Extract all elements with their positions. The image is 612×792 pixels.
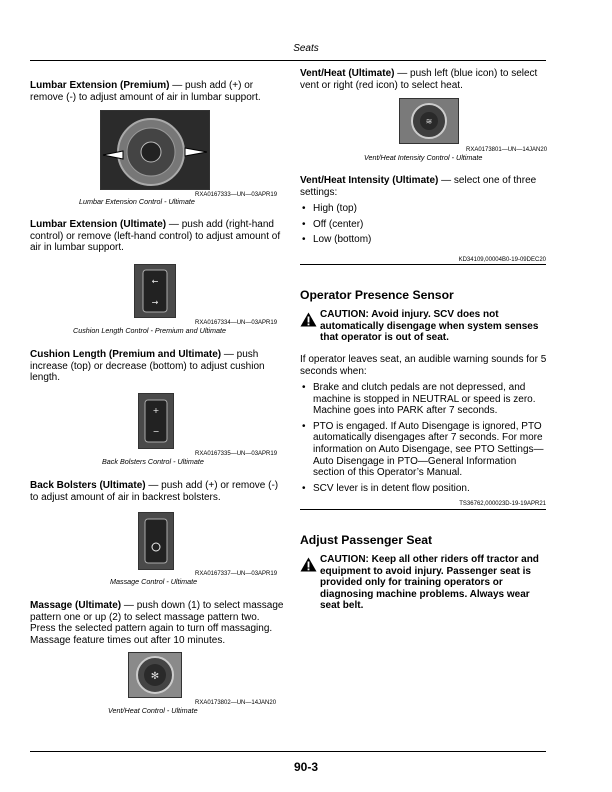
intensity-text: — select one of three settings:: [300, 175, 537, 198]
operator-presence-intro: If operator leaves seat, an audible warning sounds for 5 seconds when:: [300, 354, 547, 377]
vent-heat-intensity-control-image: [399, 98, 459, 144]
vent-heat-caption: Vent/Heat Intensity Control - Ultimate: [364, 153, 483, 162]
operator-presence-list: [300, 382, 550, 498]
massage-ref: RXA0173802—UN—14JAN20: [195, 700, 277, 706]
warning-triangle-graphic: [300, 312, 317, 327]
lumbar-premium-paragraph: [30, 80, 285, 103]
intensity-list: [300, 203, 550, 250]
operator-presence-code: TS36762,000023D-19-19APR21: [459, 501, 546, 507]
bolster-switch-graphic: [139, 394, 173, 448]
lumbar-premium-ref: RXA0167333—UN—03APR19: [195, 192, 278, 198]
lumbar-extension-control-image: [100, 110, 210, 190]
vent-heat-knob-graphic: [129, 653, 181, 697]
operator-presence-heading: Operator Presence Sensor: [300, 288, 454, 302]
intensity-knob-graphic: [400, 99, 458, 143]
bolsters-caption: Massage Control - Ultimate: [110, 577, 198, 586]
list-item: • Low (bottom): [300, 234, 550, 246]
vent-heat-text: — push left (blue icon) to select vent or right (red icon) to select heat.: [300, 68, 538, 91]
massage-title: Massage (Ultimate): [30, 600, 122, 611]
vent-heat-ref: RXA0173801—UN—14JAN20: [466, 147, 548, 153]
header-rule: [30, 60, 546, 61]
list-item: • High (top): [300, 203, 550, 215]
cushion-length-control-image: [134, 264, 176, 318]
svg-text:≋: ≋: [425, 117, 433, 126]
vent-heat-title: Vent/Heat (Ultimate): [300, 68, 395, 79]
lumbar-premium-title: Lumbar Extension (Premium): [30, 80, 170, 91]
bolsters-title: Back Bolsters (Ultimate): [30, 480, 146, 491]
warning-icon: [300, 557, 317, 577]
cushion-ref: RXA0167335—UN—03APR19: [195, 451, 278, 457]
massage-text: — push down (1) to select massage pattern one or up (2) to select massage pattern two. Press the selected pattern again to turn off massaging. Massage feature times out after 10 minutes.: [30, 600, 284, 646]
cushion-paragraph: [30, 349, 285, 384]
lumbar-knob-graphic: [101, 111, 209, 189]
passenger-seat-caution: CAUTION: Keep all other riders off tractor and equipment to avoid injury. Passenger seat is provided only for training operators or diagnosing machine problems. Always wear seat belt.: [320, 554, 539, 612]
massage-switch-graphic: [139, 513, 173, 569]
massage-paragraph: [30, 600, 285, 646]
passenger-seat-heading: Adjust Passenger Seat: [300, 533, 433, 547]
lumbar-ultimate-ref: RXA0167334—UN—03APR19: [195, 320, 278, 326]
cushion-switch-graphic: [135, 265, 175, 317]
intensity-title: Vent/Heat Intensity (Ultimate): [300, 175, 439, 186]
running-header: Seats: [293, 43, 319, 54]
lumbar-ultimate-title: Lumbar Extension (Ultimate): [30, 219, 167, 230]
cushion-text: — push increase (top) or decrease (bottom) to adjust cushion length.: [30, 349, 265, 384]
lumbar-premium-caption: Lumbar Extension Control - Ultimate: [79, 197, 195, 206]
vent-heat-control-image: [128, 652, 182, 698]
bolsters-text: — push add (+) or remove (-) to adjust amount of air in backrest bolsters.: [30, 480, 279, 503]
svg-text:→: →: [151, 298, 159, 307]
vent-heat-paragraph: [300, 68, 550, 91]
page-number: 90-3: [293, 760, 319, 774]
svg-text:−: −: [152, 427, 160, 436]
list-item: • Brake and clutch pedals are not depressed, and machine is stopped in NEUTRAL or speed is zero. Machine goes into PARK after 7 seconds.: [300, 382, 550, 417]
lumbar-ultimate-paragraph: [30, 219, 285, 254]
bolsters-ref: RXA0167337—UN—03APR19: [195, 571, 278, 577]
svg-text:←: ←: [151, 277, 159, 286]
operator-presence-caution: CAUTION: Avoid injury. SCV does not automatically disengage when system senses that operator is out of seat.: [320, 309, 539, 344]
svg-text:✻: ✻: [150, 671, 160, 682]
massage-control-image: [138, 512, 174, 570]
massage-caption: Vent/Heat Control - Ultimate: [108, 706, 198, 715]
lumbar-premium-text: — push add (+) or remove (-) to adjust amount of air in lumbar support.: [30, 80, 261, 103]
intensity-code: KD34109,00004B0-19-09DEC20: [458, 257, 546, 263]
bolsters-paragraph: [30, 480, 285, 503]
list-item: • Off (center): [300, 219, 550, 231]
intensity-paragraph: [300, 175, 550, 198]
list-item: • PTO is engaged. If Auto Disengage is ignored, PTO automatically disengages after 7 seconds. For more information on Auto Disengage, see PTO Settings—Auto Disengage in PTO—General Information section of this Operator’s Manual.: [300, 421, 550, 479]
section-rule: [300, 264, 546, 265]
cushion-caption: Back Bolsters Control - Ultimate: [102, 457, 204, 466]
svg-text:+: +: [152, 406, 160, 415]
lumbar-ultimate-text: — push add (right-hand control) or remove (left-hand control) to adjust amount of air in lumbar support.: [30, 219, 281, 254]
cushion-title: Cushion Length (Premium and Ultimate): [30, 349, 222, 360]
warning-icon: [300, 312, 317, 332]
lumbar-ultimate-caption: Cushion Length Control - Premium and Ultimate: [73, 326, 227, 335]
section-rule: [300, 509, 546, 510]
footer-rule: [30, 751, 546, 752]
list-item: • SCV lever is in detent flow position.: [300, 483, 550, 495]
warning-triangle-graphic: [300, 557, 317, 572]
back-bolsters-control-image: [138, 393, 174, 449]
